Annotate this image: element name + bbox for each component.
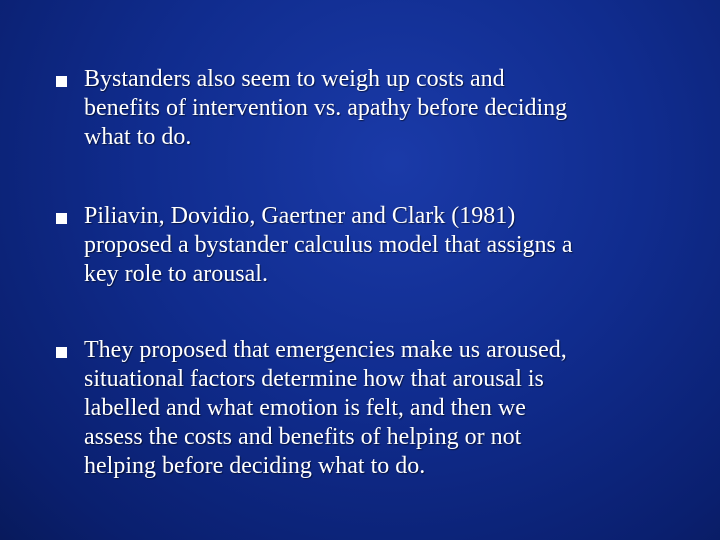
bullet-line: situational factors determine how that arousal is <box>84 366 544 392</box>
bullet-text <box>84 65 567 152</box>
bullet-line: proposed a bystander calculus model that assigns a <box>84 232 573 258</box>
square-bullet-icon <box>56 213 67 224</box>
bullet-line: benefits of intervention vs. apathy before deciding <box>84 95 568 121</box>
bullet-item <box>56 336 666 481</box>
bullet-line: labelled and what emotion is felt, and then we <box>84 395 526 421</box>
bullet-line: assess the costs and benefits of helping or not <box>84 424 522 450</box>
bullet-line: key role to arousal. <box>84 261 268 287</box>
bullet-line: Piliavin, Dovidio, Gaertner and Clark (1981) <box>84 203 516 229</box>
bullet-text <box>84 202 573 289</box>
bullet-line: Bystanders also seem to weigh up costs and <box>84 66 505 92</box>
bullet-item <box>56 202 666 289</box>
bullet-item <box>56 65 666 152</box>
bullet-line: what to do. <box>84 124 192 150</box>
bullet-text <box>84 336 567 481</box>
bullet-line: helping before deciding what to do. <box>84 453 426 479</box>
square-bullet-icon <box>56 76 67 87</box>
square-bullet-icon <box>56 347 67 358</box>
bullet-line: They proposed that emergencies make us aroused, <box>84 337 567 363</box>
